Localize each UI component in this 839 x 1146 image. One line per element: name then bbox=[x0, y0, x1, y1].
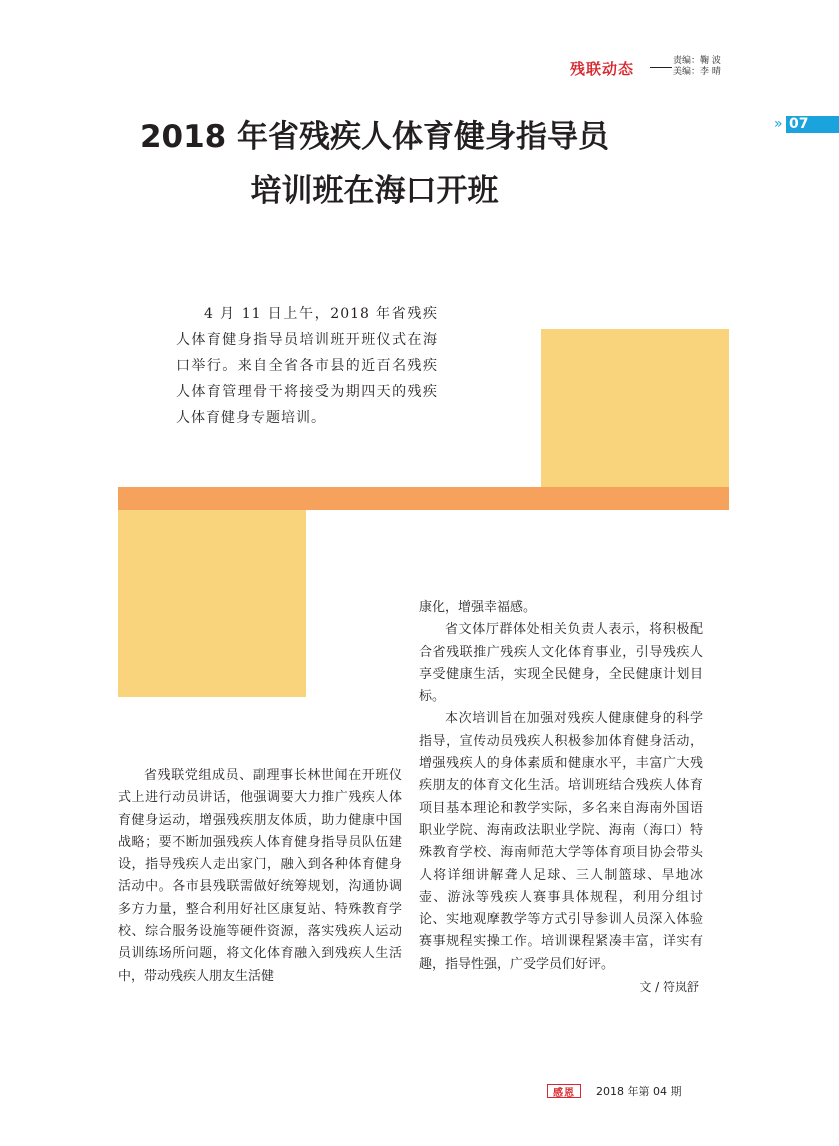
editor-line: 责编：鞠 波 bbox=[673, 56, 721, 66]
body-paragraph: 省文体厅群体处相关负责人表示，将积极配合省残联推广残疾人文化体育事业，引导残疾人享受健康生活，实现全民健身，全民健康计划目标。 bbox=[419, 622, 703, 705]
article-lead bbox=[176, 301, 438, 431]
article-title bbox=[0, 110, 839, 218]
decorative-yellow-block-top bbox=[541, 329, 729, 487]
magazine-logo: 感恩 bbox=[547, 1084, 581, 1098]
decorative-yellow-block-bottom bbox=[118, 510, 306, 697]
title-line-2: 培训班在海口开班 bbox=[250, 173, 499, 209]
editor-credits bbox=[673, 56, 721, 78]
body-column-right bbox=[419, 597, 703, 998]
designer-line: 美编：李 晴 bbox=[673, 67, 721, 77]
issue-number: 2018 年第 04 期 bbox=[596, 1085, 682, 1098]
body-column-left bbox=[118, 765, 402, 988]
double-chevron-icon: » bbox=[774, 116, 783, 132]
body-paragraph: 省残联党组成员、副理事长林世闻在开班仪式上进行动员讲话，他强调要大力推广残疾人体育健身运动，增强残疾朋友体质，助力健康中国战略；要不断加强残疾人体育健身指导员队伍建设，指导残疾人走出家门，融入到各种体育健身活动中。各市县残联需做好统筹规划，沟通协调多方力量，整合利用好社区康复站、特殊教育学校、综合服务设施等硬件资源，落实残疾人运动员训练场所问题，将文化体育融入到残疾人生活中，带动残疾人朋友生活健 bbox=[118, 768, 402, 984]
title-line-1: 2018 年省残疾人体育健身指导员 bbox=[139, 119, 610, 155]
author-byline: 文 / 符岚舒 bbox=[639, 980, 699, 995]
body-paragraph-continued: 康化，增强幸福感。 bbox=[419, 600, 537, 615]
decorative-orange-band bbox=[118, 487, 729, 510]
page-number: 07 bbox=[786, 116, 839, 133]
lead-paragraph: 4 月 11 日上午，2018 年省残疾人体育健身指导员培训班开班仪式在海口举行。来自全省各市县的近百名残疾人体育管理骨干将接受为期四天的残疾人体育健身专题培训。 bbox=[176, 306, 438, 426]
body-paragraph bbox=[419, 708, 703, 995]
body-paragraph-text: 本次培训旨在加强对残疾人健康健身的科学指导，宣传动员残疾人积极参加体育健身活动，增强残疾人的身体素质和健康水平，丰富广大残疾朋友的体育文化生活。培训班结合残疾人体育项目基本理论和教学实际，多名来自海南外国语职业学院、海南政法职业学院、海南（海口）特殊教育学校、海南师范大学等体育项目协会带头人将详细讲解聋人足球、三人制篮球、旱地冰壶、游泳等残疾人赛事具体规程，利用分组讨论、实地观摩教学等方式引导参训人员深入体验赛事规程实操工作。培训课程紧凑丰富，详实有趣，指导性强，广受学员们好评。 bbox=[419, 711, 703, 972]
section-tag-rule bbox=[650, 67, 672, 68]
section-tag: 残联动态 bbox=[570, 60, 635, 78]
